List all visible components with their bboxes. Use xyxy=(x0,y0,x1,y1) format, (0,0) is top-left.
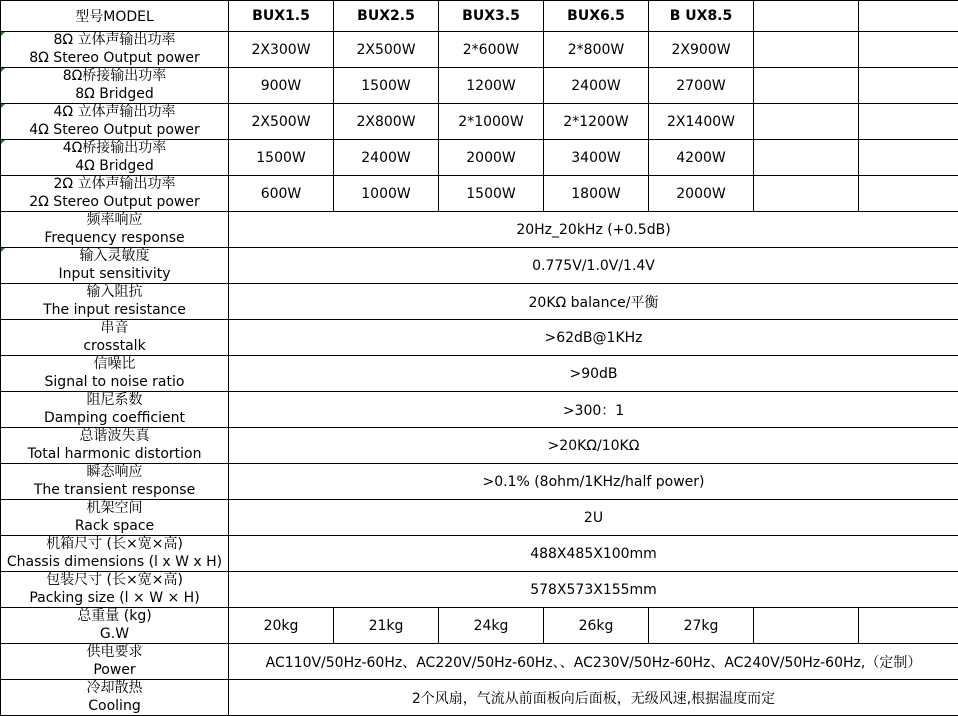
empty-cell xyxy=(859,608,958,644)
spec-value-cell: 4200W xyxy=(649,140,754,176)
spec-label-en: G.W xyxy=(1,626,228,643)
spec-value-cell: 24kg xyxy=(439,608,544,644)
spec-value-cell: 2*600W xyxy=(439,32,544,68)
spec-row xyxy=(1,212,958,248)
spec-label-en: Frequency response xyxy=(1,230,228,247)
header-row xyxy=(1,1,958,32)
spec-row xyxy=(1,284,958,320)
spec-value-cell: 2000W xyxy=(439,140,544,176)
spec-value-cell: 1500W xyxy=(229,140,334,176)
spec-label-en: Signal to noise ratio xyxy=(1,374,228,391)
spec-value-cell: 21kg xyxy=(334,608,439,644)
spec-value-cell: 2400W xyxy=(544,68,649,104)
spec-label-cell xyxy=(1,680,229,716)
spec-label-cell xyxy=(1,500,229,536)
spec-label-en: Chassis dimensions (l x W x H) xyxy=(1,554,228,571)
spec-label-en: 2Ω Stereo Output power xyxy=(1,194,228,211)
spec-value-cell: 600W xyxy=(229,176,334,212)
spec-merged-value-cell: 488X485X100mm xyxy=(229,536,958,572)
model-header-bux6-5: BUX6.5 xyxy=(544,1,649,32)
spec-row xyxy=(1,320,958,356)
spec-label-zh: 8Ω桥接输出功率 xyxy=(1,68,228,85)
spec-label-zh: 输入灵敏度 xyxy=(1,248,228,265)
spec-value-cell: 1500W xyxy=(439,176,544,212)
spec-label-cell xyxy=(1,536,229,572)
spec-row xyxy=(1,608,958,644)
spec-label-en: Total harmonic distortion xyxy=(1,446,228,463)
spec-row xyxy=(1,104,958,140)
empty-cell xyxy=(754,68,859,104)
spec-value-cell: 3400W xyxy=(544,140,649,176)
spec-value-cell: 20kg xyxy=(229,608,334,644)
empty-cell xyxy=(859,176,958,212)
spec-row xyxy=(1,140,958,176)
empty-cell xyxy=(859,68,958,104)
spec-label-en: The transient response xyxy=(1,482,228,499)
spec-label-zh: 信噪比 xyxy=(1,356,228,373)
spec-label-zh: 包装尺寸 (长×宽×高) xyxy=(1,572,228,589)
empty-cell xyxy=(859,140,958,176)
spec-label-en: 8Ω Bridged xyxy=(1,86,228,103)
spec-label-zh: 输入阻抗 xyxy=(1,284,228,301)
spec-label-cell xyxy=(1,572,229,608)
model-header-bux1-5: BUX1.5 xyxy=(229,1,334,32)
spec-row xyxy=(1,644,958,680)
spec-row xyxy=(1,428,958,464)
spec-label-en: Rack space xyxy=(1,518,228,535)
spec-label-en: 4Ω Stereo Output power xyxy=(1,122,228,139)
model-header-cell: 型号MODEL xyxy=(1,1,229,32)
spec-merged-value-cell: AC110V/50Hz-60Hz、AC220V/50Hz-60Hz、、AC230V/50Hz-60Hz、AC240V/50Hz-60Hz,（定制） xyxy=(229,644,958,680)
spec-value-cell: 27kg xyxy=(649,608,754,644)
spec-label-en: 8Ω Stereo Output power xyxy=(1,50,228,67)
spec-value-cell: 26kg xyxy=(544,608,649,644)
spec-label-cell xyxy=(1,104,229,140)
spec-value-cell: 2*800W xyxy=(544,32,649,68)
spec-label-cell xyxy=(1,140,229,176)
empty-cell xyxy=(859,32,958,68)
spec-label-zh: 阻尼系数 xyxy=(1,392,228,409)
spec-merged-value-cell: 0.775V/1.0V/1.4V xyxy=(229,248,958,284)
spec-row xyxy=(1,68,958,104)
spec-table-body xyxy=(1,1,958,716)
spec-row xyxy=(1,32,958,68)
spec-merged-value-cell: 2个风扇，气流从前面板向后面板，无级风速,根据温度而定 xyxy=(229,680,958,716)
spec-merged-value-cell: 2U xyxy=(229,500,958,536)
spec-value-cell: 2X300W xyxy=(229,32,334,68)
model-header-bux2-5: BUX2.5 xyxy=(334,1,439,32)
empty-header-cell xyxy=(754,1,859,32)
spec-label-cell xyxy=(1,608,229,644)
spec-label-cell xyxy=(1,644,229,680)
spec-merged-value-cell: 20KΩ balance/平衡 xyxy=(229,284,958,320)
spec-value-cell: 2700W xyxy=(649,68,754,104)
spec-label-zh: 2Ω 立体声输出功率 xyxy=(1,176,228,193)
spec-label-zh: 机架空间 xyxy=(1,500,228,517)
spec-label-cell xyxy=(1,392,229,428)
spec-label-zh: 冷却散热 xyxy=(1,680,228,697)
spec-label-en: crosstalk xyxy=(1,338,228,355)
spec-label-en: Packing size (l × W × H) xyxy=(1,590,228,607)
spec-merged-value-cell: >90dB xyxy=(229,356,958,392)
empty-cell xyxy=(754,608,859,644)
spec-label-zh: 4Ω桥接输出功率 xyxy=(1,140,228,157)
spec-label-cell xyxy=(1,212,229,248)
spec-row xyxy=(1,176,958,212)
empty-cell xyxy=(754,104,859,140)
spec-label-en: Power xyxy=(1,662,228,679)
spec-merged-value-cell: >62dB@1KHz xyxy=(229,320,958,356)
spec-value-cell: 900W xyxy=(229,68,334,104)
spec-label-en: Cooling xyxy=(1,698,228,715)
spec-label-cell xyxy=(1,464,229,500)
spec-row xyxy=(1,392,958,428)
spec-label-cell xyxy=(1,320,229,356)
spec-label-zh: 频率响应 xyxy=(1,212,228,229)
spec-label-zh: 机箱尺寸 (长×宽×高) xyxy=(1,536,228,553)
spec-value-cell: 2400W xyxy=(334,140,439,176)
spec-row xyxy=(1,680,958,716)
spec-value-cell: 2X900W xyxy=(649,32,754,68)
spec-merged-value-cell: >20KΩ/10KΩ xyxy=(229,428,958,464)
spec-value-cell: 1800W xyxy=(544,176,649,212)
empty-cell xyxy=(754,32,859,68)
spec-label-cell xyxy=(1,248,229,284)
spec-row xyxy=(1,536,958,572)
spec-value-cell: 2X1400W xyxy=(649,104,754,140)
spec-label-cell xyxy=(1,284,229,320)
spec-label-en: Input sensitivity xyxy=(1,266,228,283)
spec-label-zh: 8Ω 立体声输出功率 xyxy=(1,32,228,49)
spec-row xyxy=(1,356,958,392)
empty-cell xyxy=(754,140,859,176)
spec-value-cell: 2*1000W xyxy=(439,104,544,140)
spec-value-cell: 1500W xyxy=(334,68,439,104)
spec-label-cell xyxy=(1,356,229,392)
spec-row xyxy=(1,572,958,608)
empty-header-cell xyxy=(859,1,958,32)
spec-value-cell: 2000W xyxy=(649,176,754,212)
spec-value-cell: 2*1200W xyxy=(544,104,649,140)
spec-label-cell xyxy=(1,428,229,464)
model-header-bux8-5: B UX8.5 xyxy=(649,1,754,32)
empty-cell xyxy=(754,176,859,212)
spec-label-en: The input resistance xyxy=(1,302,228,319)
spec-label-en: Damping coefficient xyxy=(1,410,228,427)
model-header-bux3-5: BUX3.5 xyxy=(439,1,544,32)
spec-label-cell xyxy=(1,176,229,212)
spec-row xyxy=(1,500,958,536)
spec-merged-value-cell: 20Hz_20kHz (+0.5dB) xyxy=(229,212,958,248)
spec-label-cell xyxy=(1,68,229,104)
spec-label-zh: 供电要求 xyxy=(1,644,228,661)
spec-merged-value-cell: >300：1 xyxy=(229,392,958,428)
spec-label-zh: 总谐波失真 xyxy=(1,428,228,445)
spec-merged-value-cell: 578X573X155mm xyxy=(229,572,958,608)
spec-label-zh: 4Ω 立体声输出功率 xyxy=(1,104,228,121)
spec-value-cell: 2X500W xyxy=(229,104,334,140)
spec-value-cell: 1200W xyxy=(439,68,544,104)
spec-value-cell: 2X800W xyxy=(334,104,439,140)
empty-cell xyxy=(859,104,958,140)
spec-row xyxy=(1,248,958,284)
spec-merged-value-cell: >0.1% (8ohm/1KHz/half power) xyxy=(229,464,958,500)
spec-label-en: 4Ω Bridged xyxy=(1,158,228,175)
spec-value-cell: 1000W xyxy=(334,176,439,212)
spec-value-cell: 2X500W xyxy=(334,32,439,68)
spec-label-zh: 总重量 (kg) xyxy=(1,608,228,625)
spec-row xyxy=(1,464,958,500)
spec-label-zh: 串音 xyxy=(1,320,228,337)
spec-label-zh: 瞬态响应 xyxy=(1,464,228,481)
spec-label-cell xyxy=(1,32,229,68)
